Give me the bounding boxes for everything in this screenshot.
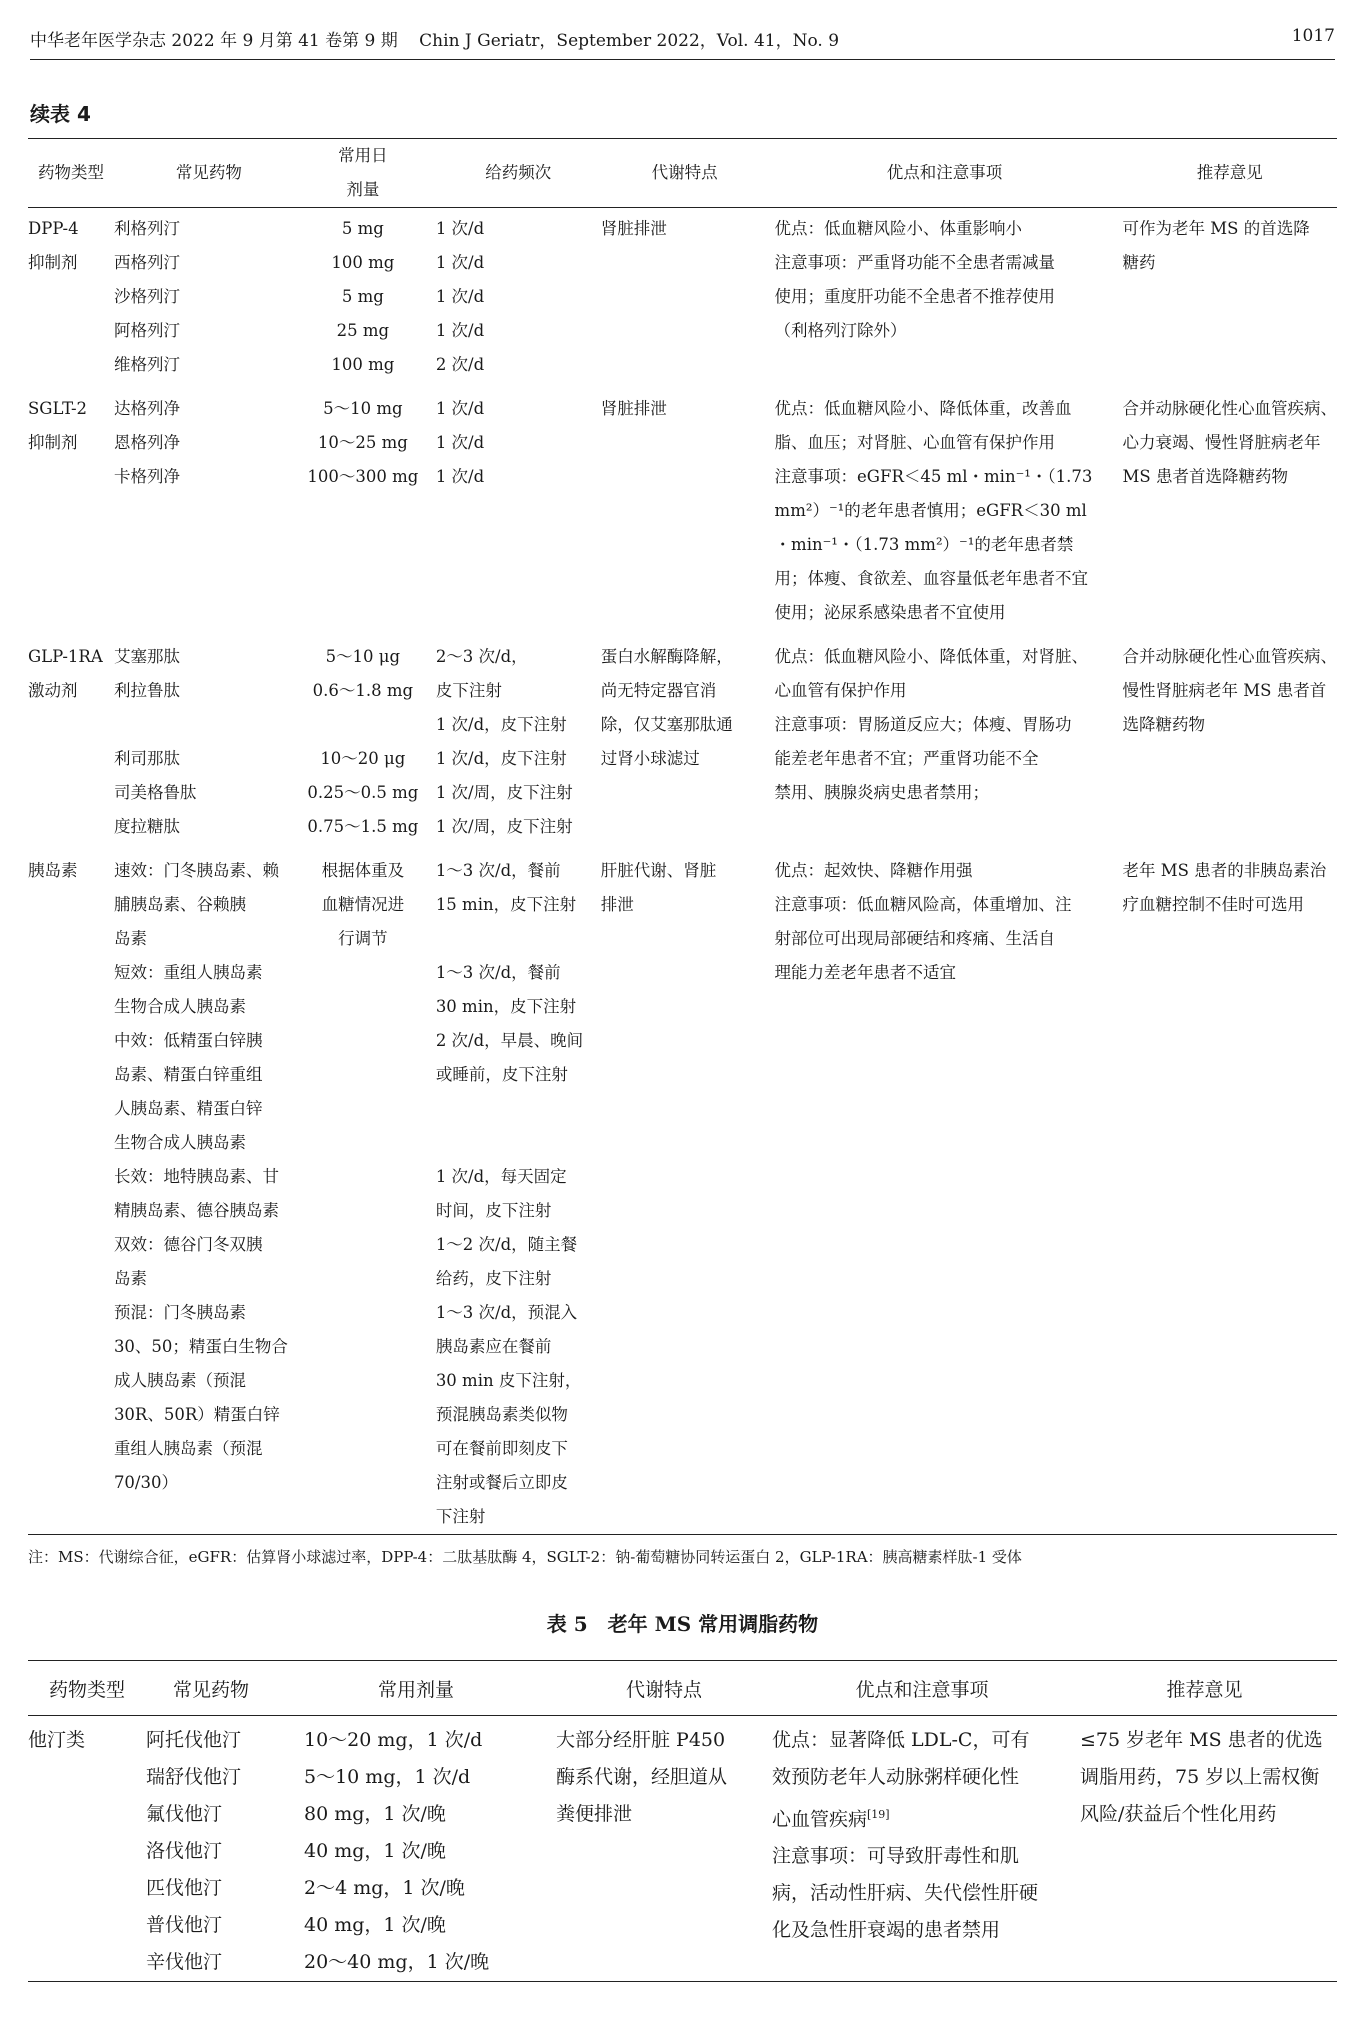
drug-name: 脯胰岛素、谷赖胰 <box>113 895 246 914</box>
drug-name: 预混：门冬胰岛素 <box>113 1303 246 1322</box>
dosing-frequency: 1 次/d <box>435 433 485 452</box>
table4-cell-recommendation-line <box>1115 844 1338 1535</box>
daily-dose: 5 mg <box>341 219 384 238</box>
drug-name: 生物合成人胰岛素 <box>113 1133 246 1152</box>
advantage-line: 使用；泌尿系感染患者不宜使用 <box>774 603 1006 622</box>
advantage-line: （利格列汀除外） <box>774 321 907 340</box>
table4-cell-daily-dose <box>304 844 422 1535</box>
metabolism-line: 肾脏排泄 <box>600 219 667 238</box>
table4-cell-drug-name <box>114 844 304 1535</box>
table4-cell-drug-class <box>28 844 114 1535</box>
statin-name: 洛伐他汀 <box>146 1840 223 1862</box>
table4-cell-advantage-line <box>769 630 1115 844</box>
running-head <box>30 26 1335 60</box>
statin-advantage-line: 效预防老年人动脉粥样硬化性 <box>772 1766 1020 1788</box>
recommendation-line: 老年 MS 患者的非胰岛素治 <box>1122 861 1327 880</box>
recommendation-line: 合并动脉硬化性心血管疾病、 <box>1122 399 1337 418</box>
journal-issue-en: Chin J Geriatr，September 2022，Vol. 41，No. 9 <box>419 31 840 51</box>
daily-dose: 10～20 μg <box>320 749 406 768</box>
advantage-line: 注意事项：严重肾功能不全患者需减量 <box>774 253 1056 272</box>
daily-dose: 5 mg <box>341 287 384 306</box>
table5-header-row <box>28 1661 1337 1716</box>
advantage-line: 射部位可出现局部硬结和疼痛、生活自 <box>774 929 1056 948</box>
table5-row-statins <box>28 1716 1337 1982</box>
drug-name: 短效：重组人胰岛素 <box>113 963 263 982</box>
table4-cell-metabolism-line <box>601 208 769 383</box>
advantage-line: 能差老年患者不宜；严重肾功能不全 <box>774 749 1039 768</box>
dosing-frequency: 15 min，皮下注射 <box>435 895 577 914</box>
statin-dose: 40 mg，1 次/晚 <box>304 1840 446 1862</box>
drug-name: 70/30） <box>113 1473 178 1492</box>
table4-cell-dosing-frequency <box>422 382 601 630</box>
drug-name: 沙格列汀 <box>113 287 180 306</box>
statin-name: 辛伐他汀 <box>146 1951 223 1973</box>
drug-class: GLP-1RA <box>28 647 103 666</box>
table4-cell-metabolism-line <box>601 844 769 1535</box>
recommendation-line: 疗血糖控制不佳时可选用 <box>1122 895 1304 914</box>
recommendation-line: MS 患者首选降糖药物 <box>1122 467 1288 486</box>
daily-dose: 根据体重及 <box>321 861 405 880</box>
advantage-line: 脂、血压；对肾脏、心血管有保护作用 <box>774 433 1056 452</box>
metabolism-line: 肝脏代谢、肾脏 <box>600 861 717 880</box>
table5-header-advantages: 优点和注意事项 <box>772 1661 1072 1716</box>
recommendation-line: 糖药 <box>1122 253 1156 272</box>
statin-recommendation-line: 风险/获益后个性化用药 <box>1080 1803 1277 1825</box>
table4-cell-dosing-frequency <box>422 844 601 1535</box>
table4-cell-metabolism-line <box>601 382 769 630</box>
table4-cell-dosing-frequency <box>422 208 601 383</box>
drug-name: 长效：地特胰岛素、甘 <box>113 1167 279 1186</box>
dosing-frequency: 2～3 次/d， <box>435 647 528 666</box>
drug-name: 岛素 <box>113 1269 147 1288</box>
daily-dose: 0.75～1.5 mg <box>307 817 419 836</box>
table4-cell-recommendation-line <box>1115 630 1338 844</box>
table4-cell-recommendation-line <box>1115 208 1338 383</box>
drug-name: 精胰岛素、德谷胰岛素 <box>113 1201 279 1220</box>
dosing-frequency: 给药，皮下注射 <box>435 1269 552 1288</box>
table4-group-row <box>28 208 1337 383</box>
dosing-frequency: 1 次/d，每天固定 <box>435 1167 567 1186</box>
dosing-frequency: 2 次/d，早晨、晚间 <box>435 1031 584 1050</box>
metabolism-line: 尚无特定器官消 <box>600 681 717 700</box>
table4-cell-drug-class <box>28 630 114 844</box>
table5-header-class: 药物类型 <box>28 1661 146 1716</box>
metabolism-line: 除，仅艾塞那肽通 <box>600 715 733 734</box>
table5-recommendation <box>1072 1716 1337 1982</box>
table5-header-metabolism: 代谢特点 <box>556 1661 772 1716</box>
advantage-line: 优点：起效快、降糖作用强 <box>774 861 973 880</box>
dosing-frequency <box>436 922 601 956</box>
citation-ref: [19] <box>867 1808 890 1821</box>
statin-dose: 2～4 mg，1 次/晚 <box>304 1877 465 1899</box>
drug-name: 岛素 <box>113 929 147 948</box>
drug-name: 艾塞那肽 <box>113 647 180 666</box>
statin-dose: 40 mg，1 次/晚 <box>304 1914 446 1936</box>
daily-dose: 0.25～0.5 mg <box>307 783 419 802</box>
drug-name: 30R、50R）精蛋白锌 <box>113 1405 280 1424</box>
dosing-frequency: 1 次/周，皮下注射 <box>435 817 573 836</box>
drug-name: 司美格鲁肽 <box>113 783 197 802</box>
table5-drugs <box>146 1716 276 1982</box>
daily-dose: 5～10 μg <box>325 647 401 666</box>
statin-advantage-line: 化及急性肝衰竭的患者禁用 <box>772 1919 1001 1942</box>
table5-doses <box>276 1716 556 1982</box>
dosing-frequency: 预混胰岛素类似物 <box>435 1405 568 1424</box>
statin-advantage-line: 心血管疾病[19] <box>772 1808 890 1831</box>
table5-advantages <box>772 1716 1072 1982</box>
dosing-frequency: 1 次/d，皮下注射 <box>435 715 567 734</box>
table4-header-frequency: 给药频次 <box>422 139 601 208</box>
advantage-line: 禁用、胰腺炎病史患者禁用； <box>774 783 990 802</box>
table4-cell-daily-dose <box>304 208 422 383</box>
table4-cell-drug-class <box>28 208 114 383</box>
table4-cell-drug-name <box>114 208 304 383</box>
drug-name: 度拉糖肽 <box>113 817 180 836</box>
table4-cell-daily-dose <box>304 630 422 844</box>
table4-cell-recommendation-line <box>1115 382 1338 630</box>
table4-header-advantages: 优点和注意事项 <box>769 139 1115 208</box>
dosing-frequency: 时间，皮下注射 <box>435 1201 552 1220</box>
statin-advantage-line: 注意事项：可导致肝毒性和肌 <box>772 1845 1020 1868</box>
statin-name: 氟伐他汀 <box>146 1803 223 1825</box>
dosing-frequency: 1 次/周，皮下注射 <box>435 783 573 802</box>
table4-header-metabolism: 代谢特点 <box>601 139 769 208</box>
drug-name: 速效：门冬胰岛素、赖 <box>113 861 279 880</box>
table4-note: 注：MS：代谢综合征，eGFR：估算肾小球滤过率，DPP-4：二肽基肽酶 4，SGLT-2：钠-葡萄糖协同转运蛋白 2，GLP-1RA：胰高糖素样肽-1 受体 <box>28 1535 1337 1570</box>
dosing-frequency: 皮下注射 <box>435 681 502 700</box>
table5-header-recommendation: 推荐意见 <box>1072 1661 1337 1716</box>
advantage-line: 优点：低血糖风险小、降低体重，改善血 <box>774 399 1072 418</box>
table5-metabolism <box>556 1716 772 1982</box>
drug-name: 达格列净 <box>113 399 180 418</box>
dosing-frequency: 1 次/d <box>435 321 485 340</box>
dosing-frequency: 或睡前，皮下注射 <box>435 1065 568 1084</box>
statin-advantage-line: 病，活动性肝病、失代偿性肝硬 <box>772 1882 1039 1905</box>
table5-class: 他汀类 <box>28 1729 86 1751</box>
drug-class: SGLT-2 <box>28 399 88 418</box>
table4-header-class: 药物类型 <box>28 139 114 208</box>
daily-dose: 25 mg <box>336 321 390 340</box>
statin-name: 匹伐他汀 <box>146 1877 223 1899</box>
drug-name: 人胰岛素、精蛋白锌 <box>113 1099 263 1118</box>
dosing-frequency: 下注射 <box>435 1507 486 1526</box>
dosing-frequency: 胰岛素应在餐前 <box>435 1337 552 1356</box>
drug-name <box>114 708 304 742</box>
dosing-frequency: 1 次/d <box>435 253 485 272</box>
drug-name: 卡格列净 <box>113 467 180 486</box>
table4-cell-advantage-line <box>769 208 1115 383</box>
recommendation-line: 慢性肾脏病老年 MS 患者首 <box>1122 681 1327 700</box>
recommendation-line: 心力衰竭、慢性肾脏病老年 <box>1122 433 1321 452</box>
dosing-frequency: 30 min 皮下注射， <box>435 1371 582 1390</box>
dosing-frequency: 30 min，皮下注射 <box>435 997 577 1016</box>
dosing-frequency: 1～3 次/d，预混入 <box>435 1303 578 1322</box>
advantage-line: 使用；重度肝功能不全患者不推荐使用 <box>774 287 1056 306</box>
daily-dose: 5～10 mg <box>323 399 403 418</box>
drug-class: 胰岛素 <box>28 861 78 880</box>
drug-name: 成人胰岛素（预混 <box>113 1371 246 1390</box>
drug-name: 生物合成人胰岛素 <box>113 997 246 1016</box>
advantage-line: 优点：低血糖风险小、降低体重，对肾脏、 <box>774 647 1089 666</box>
statin-recommendation-line: ≤75 岁老年 MS 患者的优选 <box>1080 1729 1323 1751</box>
table4-cell-drug-name <box>114 382 304 630</box>
table4-cell-daily-dose <box>304 382 422 630</box>
dosing-frequency: 1～3 次/d，餐前 <box>435 963 561 982</box>
dosing-frequency: 1 次/d <box>435 219 485 238</box>
metabolism-line: 蛋白水解酶降解， <box>600 647 733 666</box>
drug-name: 利拉鲁肽 <box>113 681 180 700</box>
table4-group-row <box>28 630 1337 844</box>
table4-cell-dosing-frequency <box>422 630 601 844</box>
drug-name: 阿格列汀 <box>113 321 180 340</box>
table4-cell-drug-name <box>114 630 304 844</box>
table4-cell-drug-class <box>28 382 114 630</box>
drug-name: 岛素、精蛋白锌重组 <box>113 1065 263 1084</box>
statin-name: 瑞舒伐他汀 <box>146 1766 242 1788</box>
drug-class: DPP-4 <box>28 219 79 238</box>
daily-dose: 100 mg <box>331 253 395 272</box>
statin-advantage-line: 优点：显著降低 LDL-C，可有 <box>772 1729 1030 1751</box>
statin-recommendation-line: 调脂用药，75 岁以上需权衡 <box>1080 1766 1320 1788</box>
drug-name: 恩格列净 <box>113 433 180 452</box>
dosing-frequency: 注射或餐后立即皮 <box>435 1473 568 1492</box>
table4-header-drug: 常见药物 <box>114 139 304 208</box>
table5-header-dose: 常用剂量 <box>276 1661 556 1716</box>
metabolism-line: 排泄 <box>600 895 634 914</box>
daily-dose: 100～300 mg <box>307 467 419 486</box>
advantage-line: 注意事项：eGFR＜45 ml・min⁻¹・（1.73 <box>774 467 1093 486</box>
dosing-frequency: 1 次/d，皮下注射 <box>435 749 567 768</box>
table4-header-recommendation: 推荐意见 <box>1115 139 1338 208</box>
dosing-frequency: 1 次/d <box>435 467 485 486</box>
drug-class: 激动剂 <box>28 681 78 700</box>
advantage-line: 心血管有保护作用 <box>774 681 907 700</box>
table4-cell-advantage-line <box>769 844 1115 1535</box>
advantage-line: ・min⁻¹・（1.73 mm²）⁻¹的老年患者禁 <box>774 535 1074 554</box>
statin-dose: 20～40 mg，1 次/晚 <box>304 1951 490 1973</box>
dosing-frequency: 1 次/d <box>435 287 485 306</box>
recommendation-line: 选降糖药物 <box>1122 715 1205 734</box>
drug-name: 利司那肽 <box>113 749 180 768</box>
statin-name: 普伐他汀 <box>146 1914 223 1936</box>
dosing-frequency <box>436 1126 601 1160</box>
daily-dose: 行调节 <box>338 929 388 948</box>
table5-header-drug: 常见药物 <box>146 1661 276 1716</box>
page-number: 1017 <box>1291 26 1335 46</box>
table5 <box>28 1660 1337 1982</box>
statin-name: 阿托伐他汀 <box>146 1729 242 1751</box>
drug-name: 双效：德谷门冬双胰 <box>113 1235 263 1254</box>
table4-cell-metabolism-line <box>601 630 769 844</box>
drug-name: 中效：低精蛋白锌胰 <box>113 1031 263 1050</box>
dosing-frequency: 可在餐前即刻皮下 <box>435 1439 568 1458</box>
dosing-frequency <box>436 1092 601 1126</box>
table5-title: 表 5 老年 MS 常用调脂药物 <box>546 1612 819 1636</box>
daily-dose: 100 mg <box>331 355 395 374</box>
advantage-line: 注意事项：胃肠道反应大；体瘦、胃肠功 <box>774 715 1072 734</box>
advantage-line: 优点：低血糖风险小、体重影响小 <box>774 219 1023 238</box>
statin-dose: 5～10 mg，1 次/d <box>304 1766 471 1788</box>
drug-class: 抑制剂 <box>28 253 78 272</box>
daily-dose: 0.6～1.8 mg <box>312 681 414 700</box>
advantage-line: 注意事项：低血糖风险高，体重增加、注 <box>774 895 1072 914</box>
daily-dose: 血糖情况进 <box>321 895 405 914</box>
dosing-frequency: 2 次/d <box>435 355 485 374</box>
statin-metabolism-line: 大部分经肝脏 P450 <box>556 1729 726 1751</box>
drug-name: 西格列汀 <box>113 253 180 272</box>
statin-metabolism-line: 酶系代谢，经胆道从 <box>556 1766 728 1788</box>
table4-header-row <box>28 139 1337 208</box>
advantage-line: mm²）⁻¹的老年患者慎用；eGFR＜30 ml <box>774 501 1087 520</box>
statin-dose: 80 mg，1 次/晚 <box>304 1803 446 1825</box>
metabolism-line: 肾脏排泄 <box>600 399 667 418</box>
recommendation-line: 可作为老年 MS 的首选降 <box>1122 219 1310 238</box>
table4-cell-advantage-line <box>769 382 1115 630</box>
table4 <box>28 138 1337 1569</box>
drug-name: 30、50；精蛋白生物合 <box>113 1337 288 1356</box>
drug-name: 利格列汀 <box>113 219 180 238</box>
statin-dose: 10～20 mg，1 次/d <box>304 1729 483 1751</box>
statin-metabolism-line: 粪便排泄 <box>556 1803 633 1825</box>
drug-name: 重组人胰岛素（预混 <box>113 1439 263 1458</box>
dosing-frequency: 1～2 次/d，随主餐 <box>435 1235 578 1254</box>
table4-group-row <box>28 382 1337 630</box>
table4-title: 续表 4 <box>30 102 91 126</box>
drug-name: 维格列汀 <box>113 355 180 374</box>
daily-dose: 10～25 mg <box>317 433 408 452</box>
drug-class: 抑制剂 <box>28 433 78 452</box>
journal-issue-cn: 中华老年医学杂志 2022 年 9 月第 41 卷第 9 期 <box>30 31 398 51</box>
table4-header-dose: 常用日 剂量 <box>304 139 422 208</box>
dosing-frequency: 1 次/d <box>435 399 485 418</box>
recommendation-line: 合并动脉硬化性心血管疾病、 <box>1122 647 1337 666</box>
daily-dose <box>304 708 422 742</box>
advantage-line: 用；体瘦、食欲差、血容量低老年患者不宜 <box>774 569 1089 588</box>
metabolism-line: 过肾小球滤过 <box>600 749 700 768</box>
table4-group-row <box>28 844 1337 1535</box>
dosing-frequency: 1～3 次/d，餐前 <box>435 861 561 880</box>
advantage-line: 理能力差老年患者不适宜 <box>774 963 957 982</box>
